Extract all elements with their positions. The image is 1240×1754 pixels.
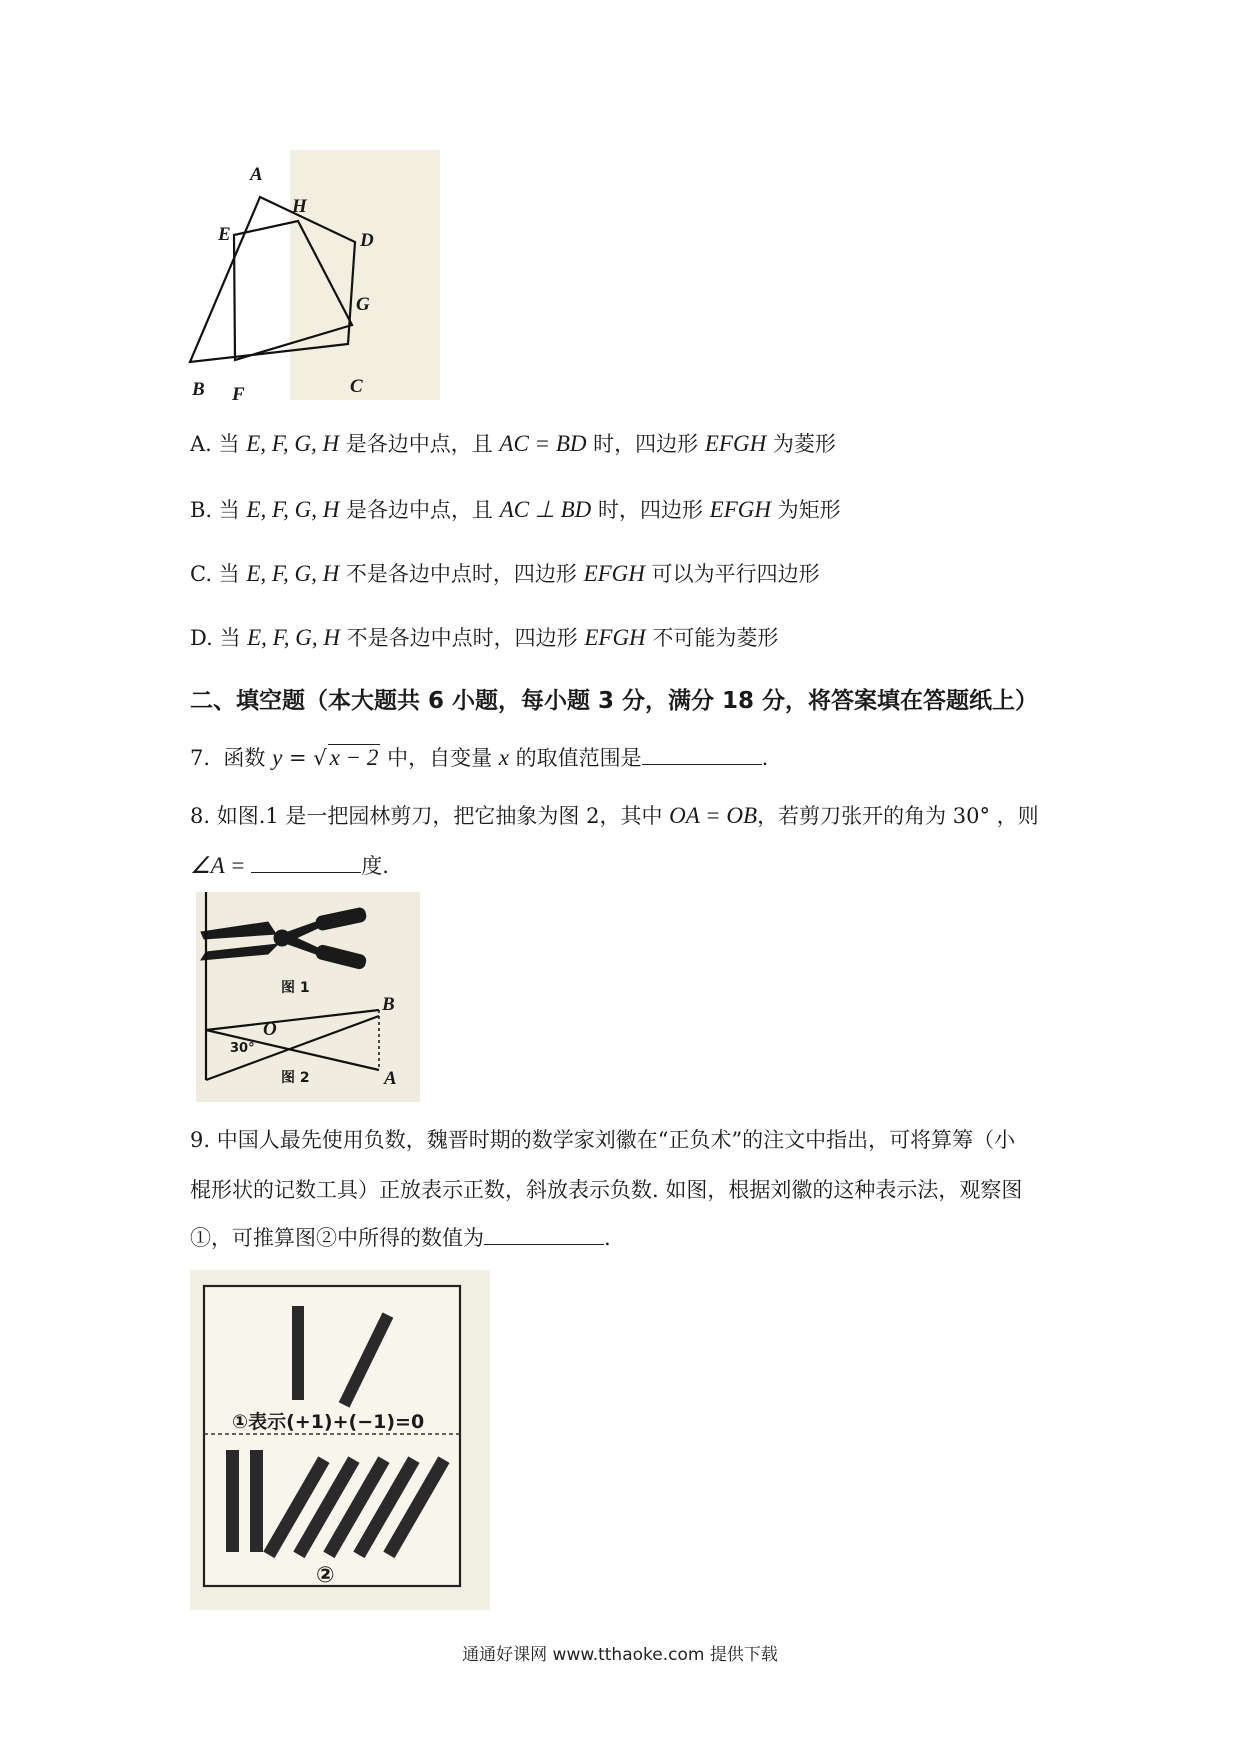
label-E: E	[218, 224, 231, 245]
question-7: 7. 函数 y = √ x − 2 中，自变量 x 的取值范围是 .	[190, 745, 769, 770]
label-O: O	[263, 1019, 277, 1040]
label-A2: A	[384, 1068, 397, 1089]
question-9-line2: 棍形状的记数工具）正放表示正数，斜放表示负数. 如图，根据刘徽的这种表示法，观察图	[190, 1178, 1023, 1202]
rods-caption-2: ②	[316, 1563, 335, 1588]
label-D: D	[360, 230, 374, 251]
label-A: A	[250, 164, 263, 185]
question-9-line1: 9. 中国人最先使用负数，魏晋时期的数学家刘徽在“正负术”的注文中指出，可将算筹（小	[190, 1128, 1016, 1152]
answer-blank-8[interactable]	[251, 852, 361, 873]
question-8-line2: ∠A = 度.	[190, 853, 389, 878]
page-footer: 通通好课网 www.tthaoke.com 提供下载	[462, 1645, 778, 1665]
question-9-line3: ①，可推算图②中所得的数值为 .	[190, 1226, 611, 1250]
option-b: B. 当 E, F, G, H 是各边中点，且 AC ⊥ BD 时，四边形 EFGH 为矩形	[190, 497, 841, 522]
answer-blank-9[interactable]	[484, 1224, 604, 1245]
label-F: F	[232, 384, 245, 400]
option-d: D. 当 E, F, G, H 不是各边中点时，四边形 EFGH 不可能为菱形	[190, 625, 779, 650]
fig1-caption: 图 1	[281, 980, 310, 996]
angle-label: 30°	[230, 1041, 255, 1056]
counting-rods-figure	[190, 1270, 490, 1610]
answer-blank-7[interactable]	[642, 744, 762, 765]
label-B: B	[192, 379, 205, 400]
quadrilateral-figure	[180, 150, 440, 400]
label-B2: B	[382, 994, 395, 1015]
label-G: G	[356, 294, 370, 315]
section-title: 二、填空题（本大题共 6 小题，每小题 3 分，满分 18 分，将答案填在答题纸上）	[190, 688, 1039, 714]
label-H: H	[292, 196, 307, 217]
fig2-caption: 图 2	[281, 1070, 310, 1086]
scissors-figure	[196, 892, 420, 1102]
option-c: C. 当 E, F, G, H 不是各边中点时，四边形 EFGH 可以为平行四边形	[190, 561, 820, 586]
option-a: A. 当 E, F, G, H 是各边中点，且 AC = BD 时，四边形 EFGH 为菱形	[190, 431, 836, 456]
rods-caption-1: ①表示(+1)+(−1)=0	[232, 1411, 425, 1433]
label-C: C	[350, 376, 363, 397]
question-8-line1: 8. 如图.1 是一把园林剪刀，把它抽象为图 2，其中 OA = OB，若剪刀张开的角为 30° ，则	[190, 803, 1039, 828]
